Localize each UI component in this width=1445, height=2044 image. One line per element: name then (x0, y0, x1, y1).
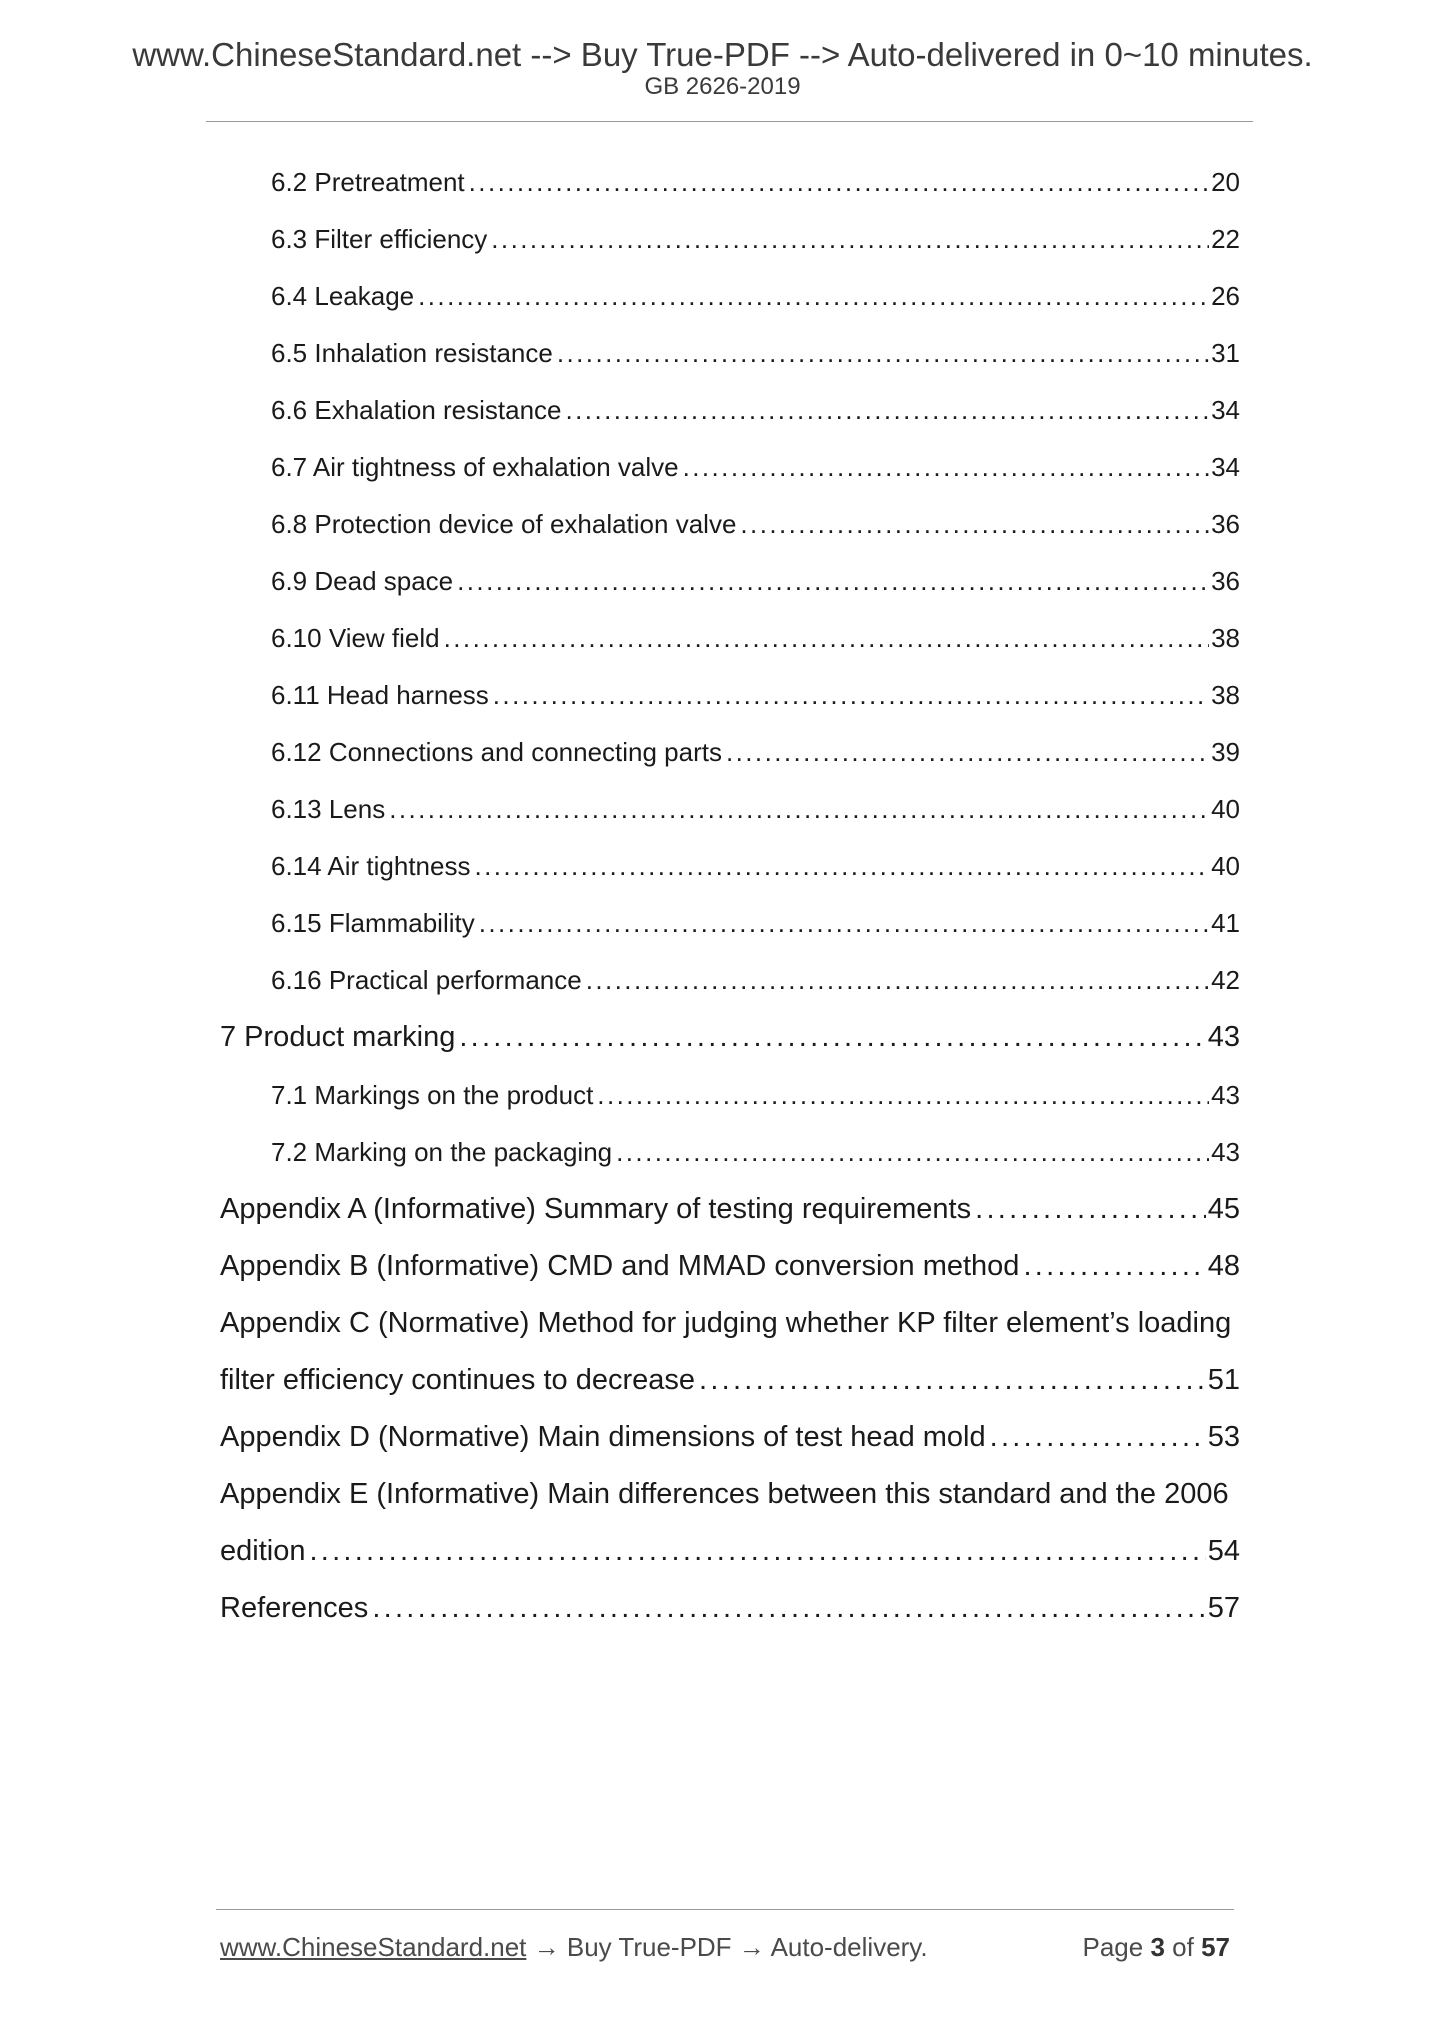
toc-entry[interactable] (271, 848, 1240, 884)
dot-leader (683, 449, 1209, 485)
toc-entry[interactable] (271, 278, 1240, 314)
toc-entry-label: 6.12 Connections and connecting parts (271, 737, 722, 767)
toc-entry-label: 6.13 Lens (271, 794, 386, 824)
dot-leader (418, 278, 1209, 314)
toc-entry-page: 42 (1211, 965, 1240, 995)
toc-entry-label: 7.2 Marking on the packaging (271, 1137, 613, 1167)
toc-entry-appendix-c-line1[interactable]: Appendix C (Normative) Method for judging whether KP filter element’s loading (220, 1307, 1232, 1339)
toc-entry[interactable] (271, 335, 1240, 371)
toc-entry-label: 6.10 View field (271, 623, 440, 653)
toc-entry-page: 38 (1211, 680, 1240, 710)
toc-entry-page: 48 (1207, 1250, 1240, 1282)
toc-entry[interactable] (271, 677, 1240, 713)
toc-entry-page: 43 (1211, 1137, 1240, 1167)
toc-entry-label: 7.1 Markings on the product (271, 1080, 594, 1110)
dot-leader (616, 1134, 1209, 1170)
toc-entry-section-7[interactable] (220, 1017, 1240, 1057)
toc-entry-label: Appendix B (Informative) CMD and MMAD conversion method (220, 1250, 1020, 1282)
toc-entry-label: 6.6 Exhalation resistance (271, 395, 562, 425)
toc-entry-page: 54 (1207, 1535, 1240, 1567)
dot-leader (566, 392, 1210, 428)
toc-entry[interactable] (271, 905, 1240, 941)
toc-entry-label: 6.11 Head harness (271, 680, 489, 710)
dot-leader (469, 164, 1209, 200)
dot-leader (699, 1360, 1206, 1400)
toc-entry-page: 31 (1211, 338, 1240, 368)
toc-entry[interactable] (271, 1134, 1240, 1170)
toc-entry-page: 36 (1211, 509, 1240, 539)
toc-entry[interactable] (271, 506, 1240, 542)
toc-entry[interactable] (271, 791, 1240, 827)
toc-entry[interactable] (271, 449, 1240, 485)
dot-leader (389, 791, 1209, 827)
dot-leader (459, 1017, 1205, 1057)
document-number: GB 2626-2019 (644, 73, 801, 100)
toc-entry-appendix-c[interactable] (220, 1360, 1240, 1400)
toc-entry-page: 26 (1211, 281, 1240, 311)
of-word: of (1172, 1932, 1194, 1962)
toc-entry-label: 6.16 Practical performance (271, 965, 582, 995)
toc-entry-page: 34 (1211, 395, 1240, 425)
toc-entry-label: 6.8 Protection device of exhalation valve (271, 509, 737, 539)
footer-left (220, 1931, 928, 1963)
dot-leader (457, 563, 1209, 599)
dot-leader (990, 1417, 1206, 1457)
toc-entry-label: 6.4 Leakage (271, 281, 415, 311)
site-link[interactable]: www.ChineseStandard.net (220, 1932, 527, 1962)
toc-entry[interactable] (271, 962, 1240, 998)
toc-entry-label: Appendix D (Normative) Main dimensions of test head mold (220, 1421, 986, 1453)
toc-entry[interactable] (271, 620, 1240, 656)
dot-leader (597, 1077, 1209, 1113)
toc-entry-page: 43 (1211, 1080, 1240, 1110)
toc-entry-page: 39 (1211, 737, 1240, 767)
toc-entry-label: 6.3 Filter efficiency (271, 224, 488, 254)
dot-leader (444, 620, 1209, 656)
dot-leader (740, 506, 1209, 542)
toc-entry-references[interactable] (220, 1588, 1240, 1628)
page-word: Page (1082, 1932, 1144, 1962)
total-pages-number: 57 (1201, 1932, 1230, 1962)
dot-leader (975, 1189, 1206, 1229)
toc-entry-page: 20 (1211, 167, 1240, 197)
dot-leader (557, 335, 1209, 371)
dot-leader (309, 1531, 1205, 1571)
toc-entry-page: 41 (1211, 908, 1240, 938)
dot-leader (726, 734, 1209, 770)
toc-entry-label: edition (220, 1535, 306, 1567)
toc-entry-label: 6.2 Pretreatment (271, 167, 465, 197)
toc-entry[interactable] (271, 221, 1240, 257)
toc-entry-page: 40 (1211, 851, 1240, 881)
toc-entry-page: 34 (1211, 452, 1240, 482)
toc-entry-label: References (220, 1592, 369, 1624)
dot-leader (479, 905, 1209, 941)
toc-entry-label: 7 Product marking (220, 1021, 456, 1053)
toc-entry-label: Appendix A (Informative) Summary of testing requirements (220, 1193, 972, 1225)
toc-entry-label: 6.14 Air tightness (271, 851, 471, 881)
dot-leader (586, 962, 1209, 998)
page-counter (1082, 1931, 1230, 1963)
toc-entry[interactable] (271, 1077, 1240, 1113)
toc-entry-label: 6.9 Dead space (271, 566, 454, 596)
toc-entry[interactable] (271, 563, 1240, 599)
toc-entry-label: 6.7 Air tightness of exhalation valve (271, 452, 679, 482)
toc-entry-page: 51 (1207, 1364, 1240, 1396)
current-page-number: 3 (1150, 1932, 1165, 1962)
header-divider (206, 121, 1253, 122)
toc-entry-page: 22 (1211, 224, 1240, 254)
toc-entry-appendix-d[interactable] (220, 1417, 1240, 1457)
toc-entry-page: 53 (1207, 1421, 1240, 1453)
dot-leader (474, 848, 1209, 884)
toc-entry-page: 43 (1207, 1021, 1240, 1053)
dot-leader (1023, 1246, 1205, 1286)
footer-tagline: → Buy True-PDF → Auto-delivery. (526, 1932, 928, 1962)
toc-entry-page: 40 (1211, 794, 1240, 824)
toc-entry-page: 45 (1207, 1193, 1240, 1225)
dot-leader (491, 221, 1209, 257)
toc-entry[interactable] (271, 392, 1240, 428)
toc-entry-page: 38 (1211, 623, 1240, 653)
toc-entry-page: 36 (1211, 566, 1240, 596)
toc-entry-label: 6.15 Flammability (271, 908, 475, 938)
toc-entry-appendix-e[interactable] (220, 1531, 1240, 1571)
toc-entry-appendix-a[interactable] (220, 1189, 1240, 1229)
footer-divider (216, 1909, 1234, 1910)
dot-leader (372, 1588, 1205, 1628)
toc-entry[interactable] (271, 164, 1240, 200)
toc-entry-label: filter efficiency continues to decrease (220, 1364, 696, 1396)
toc-entry-appendix-b[interactable] (220, 1246, 1240, 1286)
toc-entry-page: 57 (1207, 1592, 1240, 1624)
toc-entry-label: 6.5 Inhalation resistance (271, 338, 553, 368)
toc-entry-appendix-e-line1[interactable]: Appendix E (Informative) Main differences between this standard and the 2006 (220, 1478, 1229, 1510)
toc-entry[interactable] (271, 734, 1240, 770)
page-footer (220, 1931, 1230, 1963)
dot-leader (493, 677, 1209, 713)
site-banner: www.ChineseStandard.net --> Buy True-PDF --> Auto-delivered in 0~10 minutes. (132, 36, 1313, 73)
